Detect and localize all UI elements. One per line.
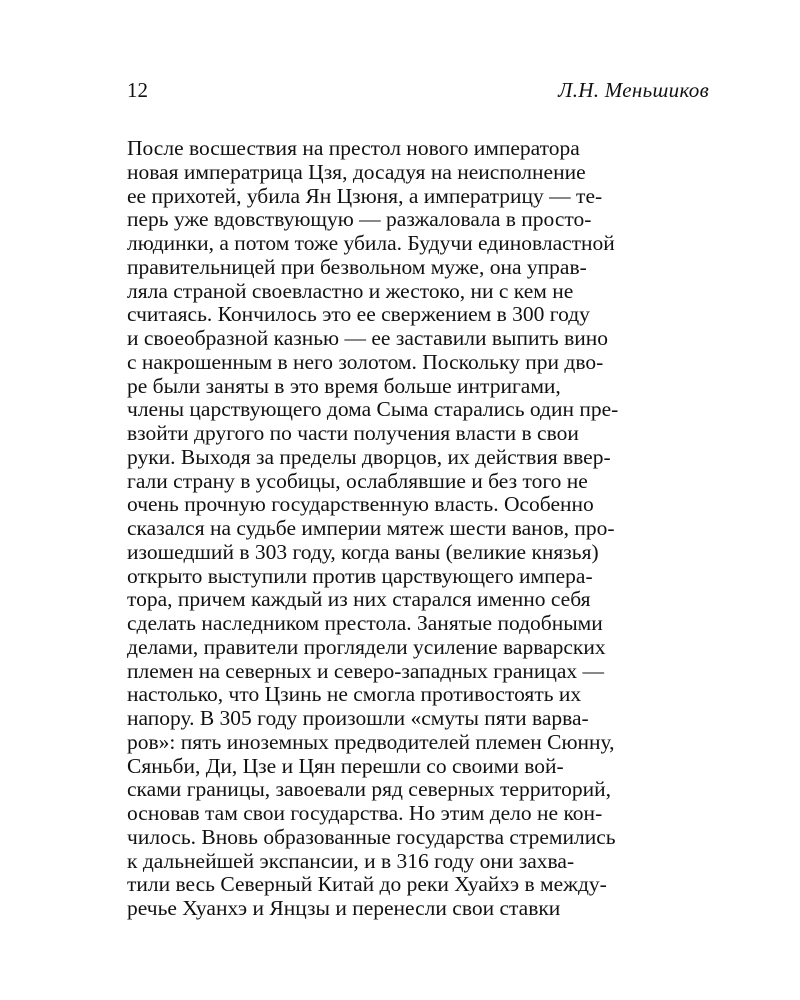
text-line: делами, правители проглядели усиление варварских (127, 635, 606, 659)
text-line: сказался на судьбе империи мятеж шести ванов, про- (127, 517, 615, 540)
text-line: новая императрица Цзя, досадуя на неисполнение (127, 160, 586, 184)
text-line: настолько, что Цзинь не смогла противостоять их (127, 683, 582, 707)
text-line: тора, причем каждый из них старался именно себя (127, 588, 591, 612)
text-line: сделать наследником престола. Занятые подобными (127, 612, 603, 635)
page-number: 12 (127, 78, 148, 102)
text-line: напору. В 305 году произошли «смуты пяти варва- (127, 707, 589, 730)
text-line: взойти другого по части получения власти в свои (127, 422, 579, 445)
text-line: правительницей при безвольном муже, она управ- (127, 255, 587, 279)
text-line: к дальнейшей экспансии, и в 316 году они захва- (127, 849, 575, 873)
text-line: ров»: пять иноземных предводителей племен Сюнну, (127, 730, 615, 754)
text-line: руки. Выходя за пределы дворцов, их действия ввер- (127, 445, 611, 469)
text-line: члены царствующего дома Сыма старались один пре- (127, 398, 619, 422)
text-line: и своеобразной казнью — ее заставили выпить вино (127, 327, 608, 350)
text-line: основав там свои государства. Но этим дело не кон- (127, 802, 603, 825)
text-line: считаясь. Кончилось это ее свержением в 300 году (127, 303, 590, 327)
text-line: ляла страной своевластно и жестоко, ни с кем не (127, 279, 574, 303)
text-line: сками границы, завоевали ряд северных территорий, (127, 778, 611, 802)
text-line: ре были заняты в это время больше интригами, (127, 374, 561, 398)
text-line: Сяньби, Ди, Цзе и Цян перешли со своими вой- (127, 754, 564, 778)
text-line: гали страну в усобицы, ослаблявшие и без того не (127, 469, 588, 493)
text-line: племен на северных и северо-западных границах — (127, 659, 605, 683)
text-line: ее прихотей, убила Ян Цзюня, а императрицу — те- (127, 184, 603, 208)
text-line: После восшествия на престол нового императора (127, 137, 580, 160)
body-text (127, 137, 709, 921)
text-line: открыто выступили против царствующего импера- (127, 564, 593, 588)
text-line: очень прочную государственную власть. Особенно (127, 493, 594, 517)
text-line: перь уже вдовствующую — разжаловала в просто- (127, 208, 592, 232)
text-line: чилось. Вновь образованные государства стремились (127, 825, 616, 849)
running-head (127, 78, 709, 108)
text-line: речье Хуанхэ и Янцзы и перенесли свои ставки (127, 897, 561, 920)
text-line: с накрошенным в него золотом. Поскольку при дво- (127, 350, 604, 374)
author-name: Л.Н. Меньшиков (558, 78, 709, 102)
text-line: людинки, а потом тоже убила. Будучи единовластной (127, 232, 615, 255)
text-line: тили весь Северный Китай до реки Хуайхэ в междy- (127, 873, 607, 897)
text-line: изошедший в 303 году, когда ваны (великие князья) (127, 540, 599, 564)
